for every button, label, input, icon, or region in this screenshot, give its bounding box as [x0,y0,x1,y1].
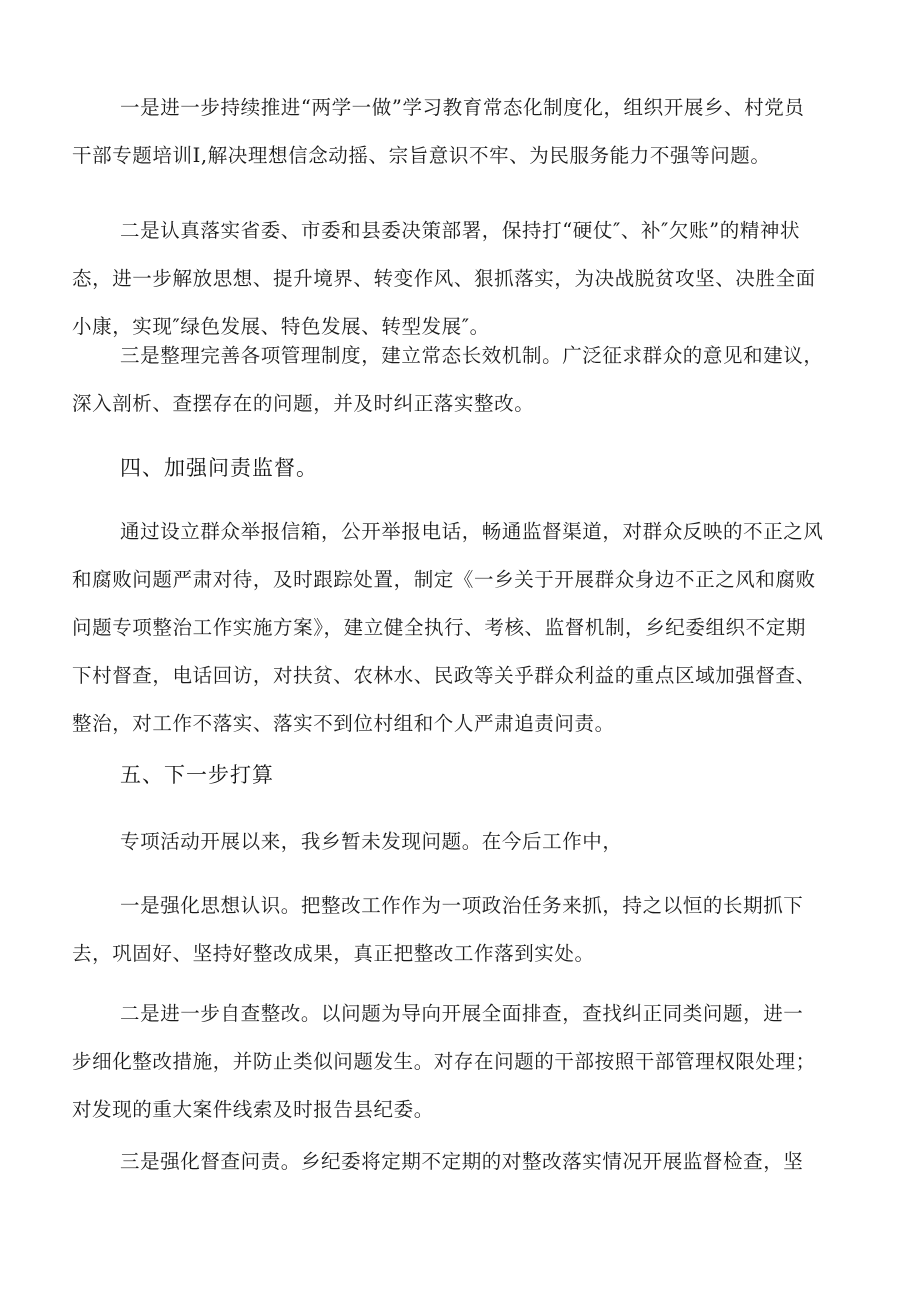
paragraph-line: 通过设立群众举报信箱，公开举报电话，畅通监督渠道，对群众反映的不正之风 [120,520,824,543]
paragraph-line: 步细化整改措施，并防止类似问题发生。对存在问题的干部按照干部管理权限处理； [72,1050,816,1073]
paragraph-line: 对发现的重大案件线索及时报告县纪委。 [72,1098,434,1121]
section-heading-5: 五、下一步打算 [120,763,274,787]
paragraph-line: 一是强化思想认识。把整改工作作为一项政治任务来抓，持之以恒的长期抓下 [120,894,804,917]
paragraph-line: 二是认真落实省委、市委和县委决策部署，保持打“硬仗″、补″欠账”的精神状 [120,219,801,242]
paragraph-line: 深入剖析、查摆存在的问题，并及时纠正落实整改。 [72,392,535,415]
paragraph-line: 专项活动开展以来，我乡暂未发现问题。在今后工作中， [120,830,623,853]
section-heading-4: 四、加强问责监督。 [120,456,318,480]
paragraph-line: 下村督查，电话回访，对扶贫、农林水、民政等关乎群众利益的重点区域加强督查、 [72,664,816,687]
paragraph-7 [72,990,872,1134]
paragraph-line: 干部专题培训Ⅰ,解决理想信念动摇、宗旨意识不牢、为民服务能力不强等问题。 [72,144,771,167]
paragraph-line: 问题专项整治工作实施方案》，建立健全执行、考核、监督机制，乡纪委组织不定期 [72,616,806,639]
paragraph-1 [72,84,872,180]
paragraph-8 [72,1138,872,1186]
paragraph-line: 去，巩固好、坚持好整改成果，真正把整改工作落到实处。 [72,942,595,965]
paragraph-4 [72,508,872,748]
paragraph-line: 二是进一步自查整改。以问题为导向开展全面排查，查找纠正同类问题，进一 [120,1002,804,1025]
paragraph-line: 三是强化督查问责。乡纪委将定期不定期的对整改落实情况开展监督检查，坚 [120,1150,804,1173]
paragraph-line: 整治，对工作不落实、落实不到位村组和个人严肃追责问责。 [72,712,615,735]
paragraph-2 [72,207,872,351]
paragraph-line: 小康，实现″绿色发展、特色发展、转型发展″。 [72,315,490,338]
paragraph-line: 态，进一步解放思想、提升境界、转变作风、狠抓落实，为决战脱贫攻坚、决胜全面 [72,267,816,290]
paragraph-5 [72,818,872,866]
paragraph-line: 一是进一步持续推进“两学一做”学习教育常态化制度化，组织开展乡、村党员 [120,96,805,119]
paragraph-3 [72,332,872,428]
paragraph-line: 三是整理完善各项管理制度，建立常态长效机制。广泛征求群众的意见和建议， [120,344,824,367]
paragraph-line: 和腐败问题严肃对待，及时跟踪处置，制定《一乡关于开展群众身边不正之风和腐败 [72,568,816,591]
paragraph-6 [72,882,872,978]
